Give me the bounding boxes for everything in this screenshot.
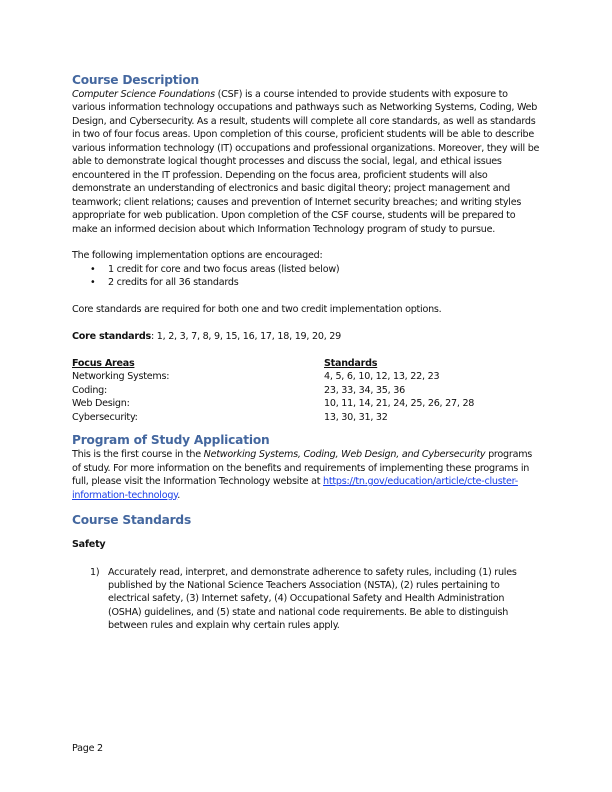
program-of-study-heading: Program of Study Application	[72, 433, 270, 448]
list-item	[72, 263, 540, 276]
list-item-text: 2 credits for all 36 standards	[108, 277, 239, 289]
table-row	[72, 397, 540, 410]
core-required-note: Core standards are required for both one and two credit implementation options.	[72, 304, 442, 316]
list-item-text: 1 credit for core and two focus areas (listed below)	[108, 263, 340, 275]
column-header-focus-areas: Focus Areas	[72, 358, 135, 369]
course-standards-heading: Course Standards	[72, 513, 192, 528]
implementation-options-list	[72, 263, 540, 290]
program-of-study-paragraph	[72, 448, 540, 502]
column-header-standards: Standards	[324, 358, 378, 369]
core-standards-line	[72, 330, 540, 343]
course-description-section	[72, 72, 540, 424]
core-standards-value: : 1, 2, 3, 7, 8, 9, 15, 16, 17, 18, 19, 20, 29	[150, 331, 342, 343]
course-description-heading: Course Description	[72, 73, 199, 87]
table-header-row	[72, 357, 540, 370]
standard-text: Accurately read, interpret, and demonstrate adherence to safety rules, including (1) rules published by the National Science Teachers Association (NSTA), (2) rules pertaining to electrical safety, (3) Internet safety, (4) Occupational Safety and Health Administration (OSHA) guidelines, and (5) state and national code requirements. Be able to distinguish between rules and explain why certain rules apply.	[108, 566, 517, 632]
table-row	[72, 370, 540, 383]
paragraph-text: programs of study. For more information on the benefits and requirements of implementing these programs in full, please visit the Information Technology website at	[72, 449, 533, 488]
paragraph-text: .	[177, 489, 181, 501]
table-row	[72, 411, 540, 424]
it-website-link[interactable]: https://tn.gov/education/article/cte-cluster-information-technology	[72, 476, 518, 501]
table-row	[72, 384, 540, 397]
paragraph-text: This is the first course in the	[72, 449, 204, 461]
course-description-text: (CSF) is a course intended to provide students with exposure to various information technology occupations and pathways such as Networking Systems, Coding, Web Design, and Cybersecurity. As a result, students will complete all core standards, as well as standards in two of four focus areas. Upon completion of this course, proficient students will be able to describe various information technology (IT) occupations and professional organizations. Moreover, they will be able to demonstrate logical thought processes and discuss the social, legal, and ethical issues encountered in the IT profession. Depending on the focus area, proficient students will also demonstrate an understanding of electronics and basic digital theory; project management and teamwork; client relations; causes and prevention of Internet security breaches; and writing styles appropriate for web publication. Upon completion of the CSF course, students will be prepared to make an informed decision about which Information Technology program of study to pursue.	[72, 89, 540, 235]
core-standards-label: Core standards	[72, 331, 151, 343]
bullet-icon: •	[90, 277, 96, 289]
standards-list	[72, 566, 540, 633]
focus-area-name: Cybersecurity:	[72, 411, 138, 423]
safety-subheading: Safety	[72, 539, 106, 551]
standard-item	[72, 566, 540, 633]
implementation-intro: The following implementation options are encouraged:	[72, 250, 323, 262]
course-description-paragraph	[72, 88, 540, 236]
focus-area-name: Coding:	[72, 384, 107, 396]
course-name: Computer Science Foundations	[72, 89, 215, 100]
course-standards-section	[72, 512, 540, 633]
document-page	[72, 72, 540, 633]
bullet-icon: •	[90, 263, 96, 275]
page-number: Page 2	[72, 743, 103, 754]
focus-areas-table	[72, 357, 540, 424]
focus-area-standards: 13, 30, 31, 32	[324, 411, 388, 423]
focus-area-standards: 4, 5, 6, 10, 12, 13, 22, 23	[324, 371, 440, 383]
standard-number: 1)	[90, 566, 100, 578]
focus-area-name: Networking Systems:	[72, 371, 170, 383]
focus-area-standards: 10, 11, 14, 21, 24, 25, 26, 27, 28	[324, 398, 475, 410]
focus-area-name: Web Design:	[72, 398, 130, 410]
focus-area-standards: 23, 33, 34, 35, 36	[324, 384, 405, 396]
programs-list: Networking Systems, Coding, Web Design, and Cybersecurity	[203, 449, 486, 461]
program-of-study-section	[72, 432, 540, 502]
list-item	[72, 276, 540, 289]
